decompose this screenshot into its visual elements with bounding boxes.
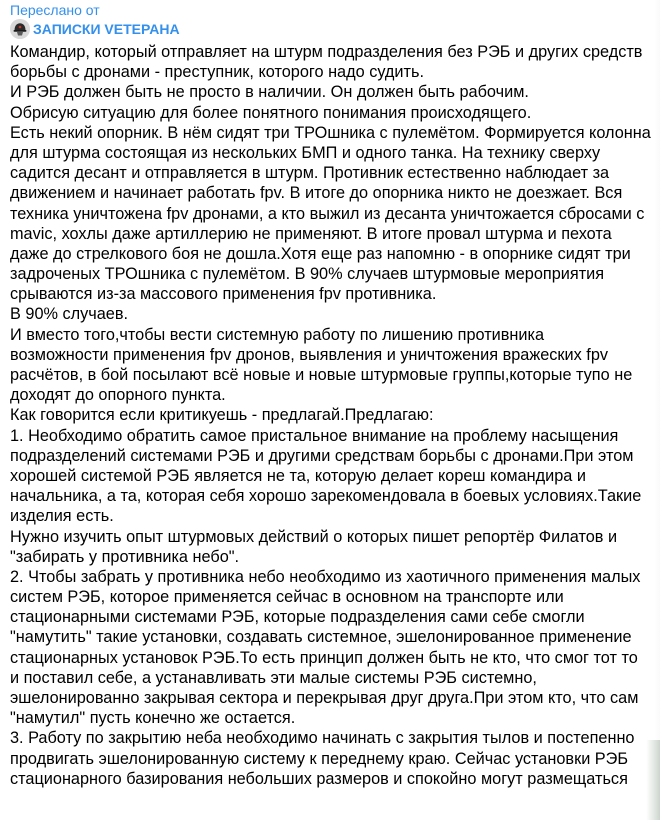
message-line: "намутил" пусть конечно же остается.: [10, 709, 296, 728]
message-line: mavic, хохлы даже артиллерию не применяют. В итоге провал штурма и пехота: [10, 224, 612, 243]
source-channel-name[interactable]: ЗАПИСКИ VETEPAHA: [33, 21, 180, 37]
message-line: расчётов, в бой посылают всё новые и новые штурмовые группы,которые тупо не: [10, 366, 633, 384]
message-line: Как говорится если критикуешь - предлагай.Предлагаю:: [10, 406, 434, 425]
message-line: 1. Необходимо обратить самое пристальное внимание на проблему насыщения: [10, 426, 619, 445]
message-line: "намутить" такие установки, создавать системное, эшелонированное применение: [10, 628, 632, 647]
message-line: В 90% случаев.: [10, 305, 129, 324]
message-line: для штурма состоящая из нескольких БМП и одного танка. На технику сверху: [10, 143, 601, 162]
message-line: систем РЭБ, которое применяется сейчас в основном на транспорте или: [10, 588, 564, 607]
message-line: стационарного базирования небольших размеров и спокойно могут размещаться: [10, 769, 628, 788]
message-line: 2. Чтобы забрать у противника небо необходимо из хаотичного применения малых: [10, 567, 641, 586]
window-edge: [654, 0, 660, 820]
message-line: хорошей системой РЭБ является не та, которую делает кореш командира и: [10, 466, 586, 485]
message-line: И вместо того,чтобы вести системную работу по лишению противника: [10, 325, 545, 344]
message-line: Нужно изучить опыт штурмовых действий о которых пишет репортёр Филатов и: [10, 527, 618, 546]
message-line: "забирать у противника небо".: [10, 547, 240, 566]
message-line: доходят до опорного пункта.: [10, 386, 226, 405]
background-peek: [646, 740, 660, 820]
message-line: задроченых ТРОшника с пулемётом. В 90% случаев штурмовые мероприятия: [10, 265, 605, 284]
message-line: начальника, а та, которая себя хорошо зарекомендовала в боевых условиях.Такие: [10, 487, 642, 506]
forwarded-from-label: Переслано от: [10, 2, 100, 18]
message-line: И РЭБ должен быть не просто в наличии. Он должен быть рабочим.: [10, 83, 529, 102]
message-line: изделия есть.: [10, 507, 114, 526]
helmet-avatar-icon[interactable]: [10, 19, 30, 39]
helmet-avatar-icon-graphic: [10, 19, 30, 39]
message-line: 3. Работу по закрытию неба необходимо начинать с закрытия тылов и постепенно: [10, 729, 635, 748]
message-line: эшелонированно закрывая сектора и перекрывая друг друга.При этом кто, что сам: [10, 689, 639, 707]
message-line: Командир, который отправляет на штурм подразделения без РЭБ и других средств: [10, 43, 643, 61]
message-text: [10, 42, 652, 789]
message-line: срываются из-за массового применения fpv противника.: [10, 285, 437, 304]
message-line: даже до стрелкового боя не дошла.Хотя еще раз напомню - в опорнике сидят три: [10, 244, 631, 263]
message-line: Обрисую ситуацию для более понятного понимания происходящего.: [10, 103, 532, 122]
message-line: борьбы с дронами - преступник, которого надо судить.: [10, 63, 424, 82]
message-line: возможности применения fpv дронов, выявления и уничтожения вражеских fpv: [10, 345, 609, 364]
forwarded-source[interactable]: [10, 18, 652, 40]
message-line: движением и начинает работать fpv. В итоге до опорника никто не доезжает. Вся: [10, 184, 623, 203]
message-line: техника уничтожена fpv дронами, а кто выжил из десанта уничтожается сбросами с: [10, 204, 645, 223]
message-line: подразделений системами РЭБ и другими средствам борьбы с дронами.При этом: [10, 446, 634, 465]
message-line: стационарными системами РЭБ, которые подразделения сами себе смогли: [10, 608, 585, 627]
message-line: садится десант и отправляется в штурм. Противник естественно наблюдает за: [10, 164, 610, 183]
message-line: Есть некий опорник. В нём сидят три ТРОшника с пулемётом. Формируется колонна: [10, 123, 651, 142]
message-line: продвигать эшелонированную систему к переднему краю. Сейчас установки РЭБ: [10, 749, 629, 768]
message-line: и поставил себе, а устанавливать эти малые системы РЭБ системно,: [10, 668, 537, 687]
message-line: стационарных установок РЭБ.То есть принцип должен быть не кто, что смог тот то: [10, 648, 638, 667]
